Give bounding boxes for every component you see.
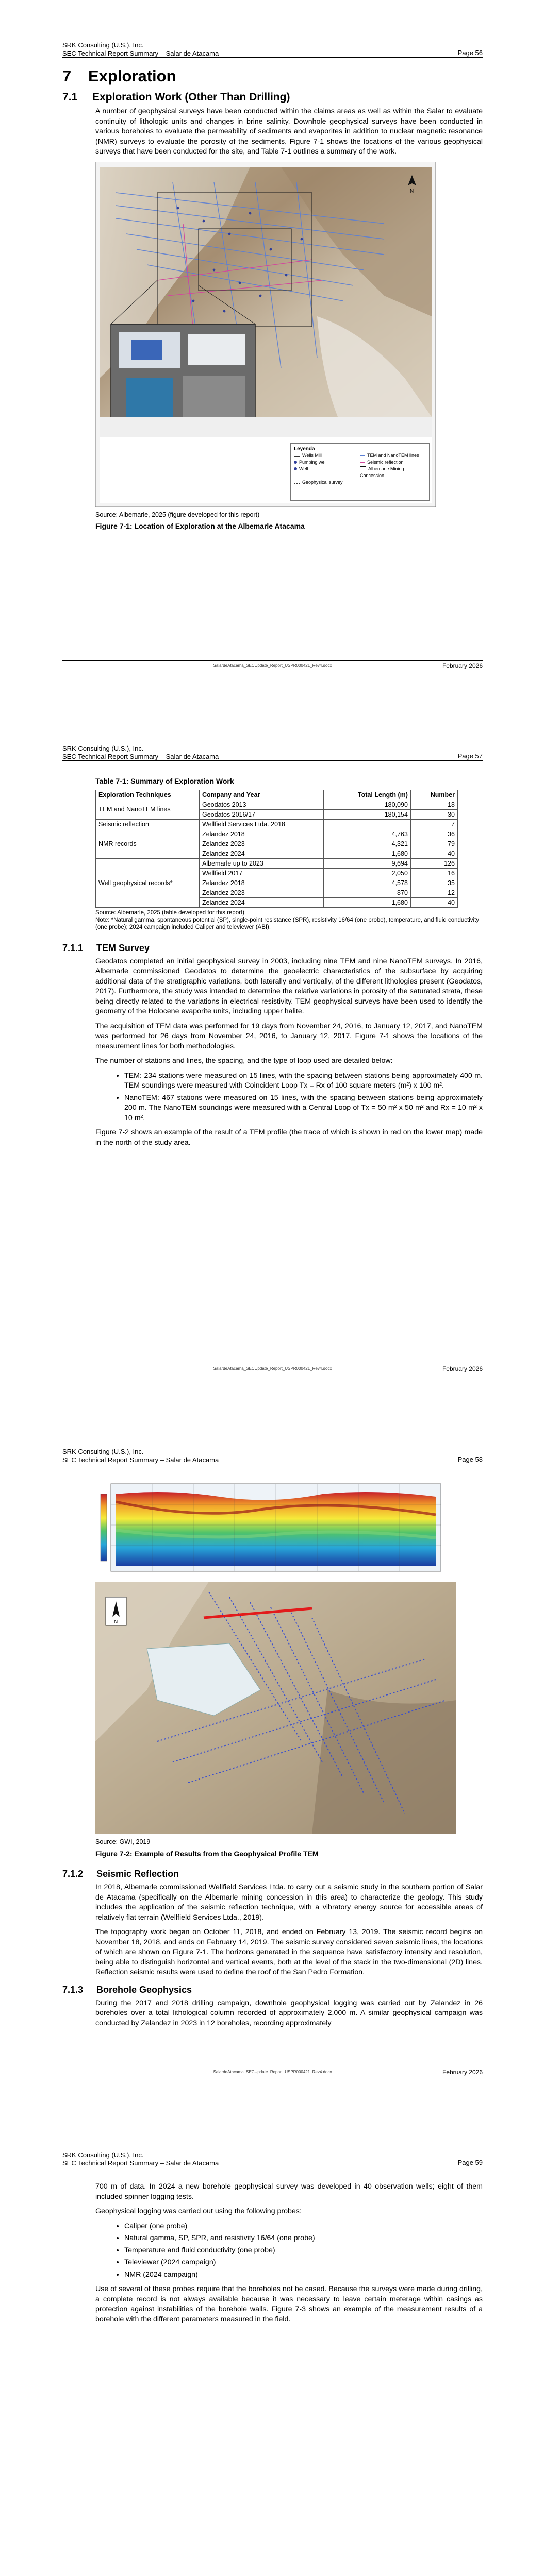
footer-date: February 2026 — [442, 1365, 483, 1372]
paragraph: Geophysical logging was carried out using the following probes: — [95, 2207, 302, 2215]
footer-filename: SalardeAtacama_SECUpdate_Report_USPR000421_Rev4.docx — [213, 1366, 332, 1371]
legend-item: Wells Mill — [294, 452, 360, 459]
page-content — [62, 1473, 483, 2033]
legend-title: Leyenda — [294, 446, 315, 452]
subsection-heading: 7.1.1 TEM Survey — [62, 942, 150, 953]
page-header — [62, 2151, 483, 2167]
header-company: SRK Consulting (U.S.), Inc. — [62, 41, 144, 49]
page-content — [62, 67, 483, 535]
tem-profile-image — [95, 1473, 456, 1834]
header-company: SRK Consulting (U.S.), Inc. — [62, 2151, 144, 2159]
table-row: Seismic reflection Wellfield Services Ltda. 2018 7 — [96, 819, 458, 829]
footer-filename: SalardeAtacama_SECUpdate_Report_USPR000421_Rev4.docx — [213, 2070, 332, 2074]
page-number: Page 57 — [457, 752, 483, 760]
table-row: Wellfield 2017 2,050 16 — [96, 868, 458, 878]
page-number: Page 59 — [457, 2159, 483, 2166]
header-report-title: SEC Technical Report Summary – Salar de Atacama — [62, 49, 483, 58]
page-footer — [62, 660, 483, 669]
paragraph: 700 m of data. In 2024 a new borehole geophysical survey was developed in 40 observation wells; eight of them included spinner logging tests. — [95, 2182, 483, 2201]
table-row: TEM and NanoTEM lines Geodatos 2013 180,090 18 — [96, 800, 458, 809]
legend-item: Pumping well — [294, 459, 360, 466]
table-row: Zelandez 2023 870 12 — [96, 888, 458, 897]
paragraph: Figure 7-2 shows an example of the result of a TEM profile (the trace of which is shown in red on the lower map) made in the north of the study area. — [95, 1128, 483, 1147]
paragraph: The acquisition of TEM data was performed for 19 days from November 24, 2016, to January 12, 2017, and NanoTEM was performed for 26 days from November 24, 2016, to January 12, 2017. Figure 7-1 shows the locations of the measurement lines for both methodologies. — [95, 1022, 483, 1050]
paragraph: During the 2017 and 2018 drilling campaign, downhole geophysical logging was carried out by Zelandez in 26 boreholes over a total lithological column recorded of approximately 2,000 m. A similar geophysical campaign was conducted by Zelandez in 2023 in 12 boreholes, recording approximately — [95, 1998, 483, 2027]
page-content — [62, 776, 483, 1153]
page-header — [62, 744, 483, 761]
figure-source: Source: GWI, 2019 — [95, 1838, 151, 1845]
header-company: SRK Consulting (U.S.), Inc. — [62, 1448, 144, 1455]
figure-caption: Figure 7-2: Example of Results from the Geophysical Profile TEM — [95, 1849, 319, 1858]
paragraph: Geodatos completed an initial geophysical survey in 2003, including nine TEM and nine NanoTEM surveys. In 2016, Albemarle commissioned Geodatos to determine the geoelectric characteristics of the subsurface by acquiring additional data of the stratigraphic variations, both laterally and vertically, of the different lithologies present (Geodatos, 2017). Furthermore, the study was intended to determine the relative variations in porosity of the saturated strata, these being directly related to the variations in electrical resistivity. TEM geophysical surveys have been used to identify the geometry of the Holocene evaporite units, including upper halite. — [95, 957, 483, 1015]
list-item: • Temperature and fluid conductivity (one probe) — [124, 2246, 483, 2256]
paragraph: Use of several of these probes require that the boreholes not be cased. Because the surveys were made during drilling, a complete record is not always available because it was necessary to leave certain meterage within casings as protection against instabilities of the borehole walls. Figure 7-3 shows an example of the measurement results of a borehole with the different parameters measured in the field. — [95, 2285, 483, 2324]
legend-item: TEM and NanoTEM lines — [360, 452, 426, 459]
figure-source: Source: Albemarle, 2025 (figure developed for this report) — [95, 511, 260, 518]
svg-text:N: N — [114, 1619, 118, 1625]
page-header — [62, 41, 483, 58]
page-number: Page 56 — [457, 49, 483, 57]
legend-item: Geophysical survey — [294, 479, 360, 486]
page-header — [62, 1448, 483, 1464]
page-57 — [0, 703, 544, 1406]
page-59 — [0, 2110, 544, 2576]
legend-item: Well — [294, 466, 360, 479]
color-scale — [101, 1494, 107, 1561]
table-caption: Table 7-1: Summary of Exploration Work — [95, 777, 234, 785]
table-row: Zelandez 2024 1,680 40 — [96, 897, 458, 907]
page-content — [62, 2182, 483, 2329]
exploration-work-table — [95, 790, 458, 908]
page-number: Page 58 — [457, 1455, 483, 1463]
footer-date: February 2026 — [442, 662, 483, 669]
list-item: • NMR (2024 campaign) — [124, 2270, 483, 2280]
table-note: Note: *Natural gamma, spontaneous potential (SP), single-point resistance (SPR), resistivity 16/64 (one probe), temperature, and fluid conductivity (one probe); 2024 campaign included Caliper and televiewer (ABI). — [95, 917, 480, 930]
table-row: NMR records Zelandez 2018 4,763 36 — [96, 829, 458, 839]
legend-item: Albemarle Mining Concession — [360, 466, 404, 478]
probe-list — [62, 2222, 483, 2280]
map-legend — [290, 443, 430, 501]
paragraph: The number of stations and lines, the spacing, and the type of loop used are detailed below: — [95, 1057, 393, 1065]
page-58 — [0, 1406, 544, 2110]
table-row: Zelandez 2023 4,321 79 — [96, 839, 458, 849]
list-item: • Televiewer (2024 campaign) — [124, 2258, 483, 2268]
list-item: • Natural gamma, SP, SPR, and resistivity 16/64 (one probe) — [124, 2233, 483, 2244]
subsection-heading: 7.1.2 Seismic Reflection — [62, 1869, 179, 1879]
header-report-title: SEC Technical Report Summary – Salar de Atacama — [62, 753, 483, 761]
list-item: • NanoTEM: 467 stations were measured on 15 lines, with the spacing between stations being approximately 200 m. The NanoTEM soundings were measured with a Central Loop of Tx = 50 m² x 50 m² and Rx = 10 m² x 10 m². — [124, 1093, 483, 1124]
section-heading: 7.1 Exploration Work (Other Than Drilling) — [62, 91, 290, 103]
footer-filename: SalardeAtacama_SECUpdate_Report_USPR000421_Rev4.docx — [213, 663, 332, 668]
header-report-title: SEC Technical Report Summary – Salar de Atacama — [62, 2159, 483, 2167]
table-header-row: Exploration Techniques Company and Year Total Length (m) Number — [96, 790, 458, 800]
list-item: • Caliper (one probe) — [124, 2222, 483, 2232]
table-row: Zelandez 2018 4,578 35 — [96, 878, 458, 888]
header-company: SRK Consulting (U.S.), Inc. — [62, 744, 144, 752]
list-item: • TEM: 234 stations were measured on 15 lines, with the spacing between stations being approximately 400 m. TEM soundings were measured with Coincident Loop Tx = Rx of 100 square meters (m²) x 100 m². — [124, 1071, 483, 1091]
bullet-list — [62, 1071, 483, 1124]
chapter-heading: 7 Exploration — [62, 67, 176, 85]
table-row: Geodatos 2016/17 180,154 30 — [96, 809, 458, 819]
figure-caption: Figure 7-1: Location of Exploration at the Albemarle Atacama — [95, 522, 305, 530]
table-row: Zelandez 2024 1,680 40 — [96, 849, 458, 858]
paragraph: A number of geophysical surveys have been conducted within the claims areas as well as within the Salar to evaluate continuity of lithologic units and changes in brine salinity. Downhole geophysical surveys have been conducted in various boreholes to evaluate the permeability of sediments and evaporites in addition to nuclear magnetic resonance (NMR) surveys to evaluate the porosity of the sediments. Figure 7-1 shows the locations of the various geophysical surveys that have been conducted for the site, and Table 7-1 outlines a summary of the work. — [95, 107, 483, 156]
paragraph: In 2018, Albemarle commissioned Wellfield Services Ltda. to carry out a seismic study in the southern portion of Salar de Atacama (specifically on the Albemarle mining concession in this area) to characterize the geology. This study includes the application of the seismic reflection technique, with a vibratory energy source for accessible areas of relatively flat terrain (Wellfield Services Ltda., 2019). — [95, 1883, 483, 1922]
svg-text:N: N — [410, 188, 414, 194]
legend-item: Seismic reflection — [360, 459, 426, 466]
table-row: Well geophysical records* Albemarle up to 2023 9,694 126 — [96, 858, 458, 868]
page-56 — [0, 0, 544, 703]
tem-profile-figure — [95, 1473, 456, 1834]
paragraph: The topography work began on October 11, 2018, and ended on February 13, 2019. The seismic record begins on November 18, 2018, and ends on February 14, 2019. The seismic survey considered seven seismic lines, the locations of which are shown on Figure 7-1. The horizons generated in the sequence have satisfactory intensity and resolution, being able to distinguish horizontal and vertical events, both at the level of the stack in the two-dimensional (2D) lines. Reflection seismic results were used to define the roof of the San Pedro Formation. — [95, 1928, 483, 1976]
table-source: Source: Albemarle, 2025 (table developed for this report) — [95, 909, 244, 916]
exploration-location-map — [95, 162, 436, 507]
footer-date: February 2026 — [442, 2069, 483, 2076]
header-report-title: SEC Technical Report Summary – Salar de Atacama — [62, 1456, 483, 1464]
subsection-heading: 7.1.3 Borehole Geophysics — [62, 1984, 192, 1995]
